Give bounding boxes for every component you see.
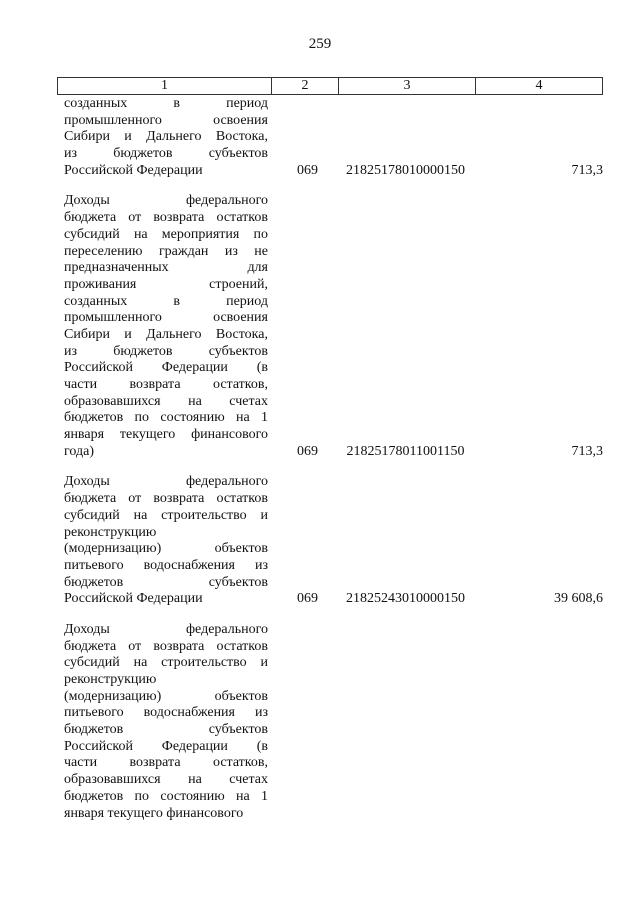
amount: 713,3 <box>571 162 603 178</box>
description-line: реконструкцию <box>64 672 157 687</box>
table-row <box>57 622 603 822</box>
description-line: питьевого водоснабжения из <box>64 705 268 721</box>
table-body <box>57 96 603 822</box>
description-line: бюджетов субъектов <box>64 574 268 590</box>
description-line: Доходы федерального <box>64 474 268 490</box>
description-line: промышленного освоения <box>64 112 268 128</box>
amount: 39 608,6 <box>554 591 603 607</box>
description-line: бюджета от возврата остатков <box>64 491 268 507</box>
table-row <box>57 474 603 608</box>
description-line: из бюджетов субъектов <box>64 343 268 359</box>
description-line: субсидий на строительство и <box>64 655 268 671</box>
description-line: образовавшихся на счетах <box>64 393 268 409</box>
description-line: созданных в период <box>64 293 268 309</box>
page-number: 259 <box>308 36 332 52</box>
description-line: переселению граждан из не <box>64 243 268 259</box>
description-line: образовавшихся на счетах <box>64 772 268 788</box>
admin-code: 069 <box>297 591 318 607</box>
revenue-description <box>57 193 268 460</box>
description-line: Российской Федерации (в <box>64 738 268 754</box>
description-line: бюджетов по состоянию на 1 <box>64 788 268 804</box>
revenue-description <box>57 474 268 608</box>
budget-classification-code: 21825178011001150 <box>346 443 465 459</box>
column-header-4: 4 <box>475 78 602 94</box>
description-line: Российской Федерации <box>64 591 203 607</box>
table-row <box>57 193 603 460</box>
revenue-description <box>57 96 268 179</box>
description-line: января текущего финансового <box>64 427 268 443</box>
description-line: субсидий на строительство и <box>64 507 268 523</box>
description-line: реконструкцию <box>64 524 157 540</box>
description-line: из бюджетов субъектов <box>64 146 268 162</box>
column-header-3: 3 <box>338 78 475 94</box>
description-line: Доходы федерального <box>64 193 268 209</box>
description-line: созданных в период <box>64 96 268 111</box>
description-line: бюджета от возврата остатков <box>64 638 268 654</box>
description-line: года) <box>64 443 94 459</box>
description-line: части возврата остатков, <box>64 755 268 771</box>
description-line: субсидий на мероприятия по <box>64 226 268 242</box>
budget-classification-code: 21825178010000150 <box>346 162 465 178</box>
table-row <box>57 96 603 179</box>
description-line: (модернизацию) объектов <box>64 688 268 704</box>
description-line: бюджетов субъектов <box>64 722 268 738</box>
table-header-row <box>57 77 603 95</box>
admin-code: 069 <box>297 443 318 459</box>
description-line: питьевого водоснабжения из <box>64 557 268 573</box>
revenue-description <box>57 622 268 822</box>
admin-code: 069 <box>297 162 318 178</box>
description-line: Сибири и Дальнего Востока, <box>64 326 268 342</box>
description-line: Российской Федерации (в <box>64 360 268 376</box>
description-line: января текущего финансового <box>64 805 244 821</box>
description-line: проживания строений, <box>64 276 268 292</box>
description-line: (модернизацию) объектов <box>64 541 268 557</box>
description-line: части возврата остатков, <box>64 377 268 392</box>
description-line: предназначенных для <box>64 260 268 276</box>
budget-classification-code: 21825243010000150 <box>346 591 465 607</box>
description-line: Доходы федерального <box>64 621 268 637</box>
description-line: бюджета от возврата остатков <box>64 210 268 226</box>
description-line: Российской Федерации <box>64 162 203 178</box>
column-header-1: 1 <box>161 78 168 93</box>
description-line: бюджетов по состоянию на 1 <box>64 410 268 426</box>
column-header-2: 2 <box>271 78 338 94</box>
amount: 713,3 <box>571 443 603 459</box>
description-line: промышленного освоения <box>64 310 268 326</box>
description-line: Сибири и Дальнего Востока, <box>64 129 268 145</box>
